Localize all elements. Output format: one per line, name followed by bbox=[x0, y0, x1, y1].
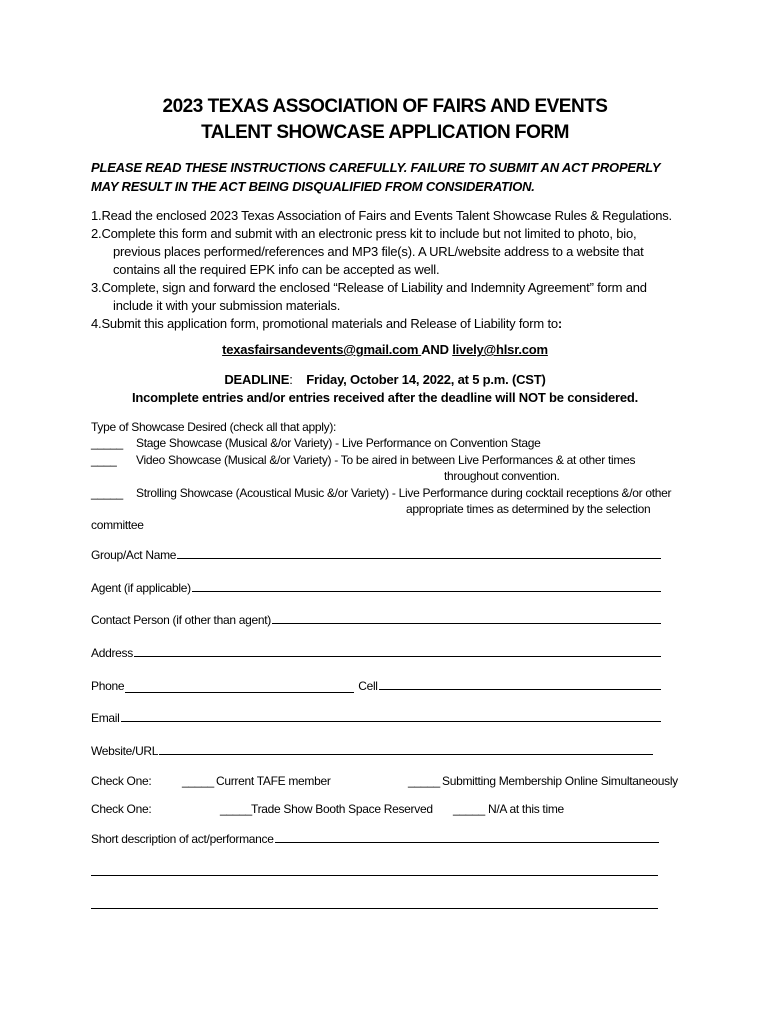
address-line[interactable] bbox=[134, 655, 661, 657]
instruction-3-line-1: 3.Complete, sign and forward the enclosed “Release of Liability and Indemnity Agreement” form and bbox=[91, 280, 647, 295]
instruction-2-line-2: previous places performed/references and MP3 file(s). A URL/website address to a website that bbox=[113, 244, 644, 259]
description-line-3[interactable] bbox=[91, 908, 658, 909]
booth-space-blank[interactable]: _____ bbox=[220, 802, 252, 816]
video-showcase-blank[interactable]: ____ bbox=[91, 453, 117, 467]
contact-person-label: Contact Person (if other than agent) bbox=[91, 613, 271, 627]
strolling-showcase-label-line-3: committee bbox=[91, 518, 144, 532]
booth-space-label: Trade Show Booth Space Reserved bbox=[251, 802, 433, 816]
cell-label: Cell bbox=[358, 679, 378, 693]
deadline-colon: : bbox=[289, 372, 293, 387]
phone-line[interactable] bbox=[125, 691, 354, 693]
showcase-type-intro: Type of Showcase Desired (check all that apply): bbox=[91, 420, 337, 434]
email-field[interactable] bbox=[91, 709, 661, 725]
agent-label: Agent (if applicable) bbox=[91, 581, 191, 595]
contact-person-line[interactable] bbox=[272, 622, 661, 624]
instruction-1: 1.Read the enclosed 2023 Texas Association of Fairs and Events Talent Showcase Rules & Regulations. bbox=[91, 208, 672, 223]
website-line[interactable] bbox=[159, 753, 653, 755]
description-field[interactable] bbox=[91, 830, 659, 846]
deadline-line bbox=[0, 372, 770, 387]
current-member-blank[interactable]: _____ bbox=[182, 774, 214, 788]
strolling-showcase-blank[interactable]: _____ bbox=[91, 486, 123, 500]
strolling-showcase-label-line-2: appropriate times as determined by the selection bbox=[406, 502, 651, 516]
strolling-showcase-label-line-1: Strolling Showcase (Acoustical Music &/or Variety) - Live Performance during cocktail receptions &/or other bbox=[136, 486, 672, 500]
description-line-1[interactable] bbox=[275, 841, 659, 843]
website-field[interactable] bbox=[91, 742, 661, 758]
phone-cell-field[interactable] bbox=[91, 677, 661, 693]
current-member-label: Current TAFE member bbox=[216, 774, 331, 788]
email-and-text: AND bbox=[421, 342, 449, 357]
address-field[interactable] bbox=[91, 644, 661, 660]
na-blank[interactable]: _____ bbox=[453, 802, 485, 816]
address-label: Address bbox=[91, 646, 133, 660]
description-label: Short description of act/performance bbox=[91, 832, 274, 846]
instruction-2-line-1: 2.Complete this form and submit with an electronic press kit to include but not limited to photo, bio, bbox=[91, 226, 637, 241]
instruction-4-text: 4.Submit this application form, promotional materials and Release of Liability form to bbox=[91, 316, 558, 331]
form-title-line-1: 2023 TEXAS ASSOCIATION OF FAIRS AND EVENTS bbox=[162, 96, 608, 117]
agent-line[interactable] bbox=[192, 590, 661, 592]
check-one-label-2: Check One: bbox=[91, 802, 152, 816]
instruction-2-line-3: contains all the required EPK info can be accepted as well. bbox=[113, 262, 440, 277]
group-name-label: Group/Act Name bbox=[91, 548, 177, 562]
group-name-field[interactable] bbox=[91, 546, 661, 562]
instruction-4-colon: : bbox=[557, 316, 563, 331]
stage-showcase-blank[interactable]: _____ bbox=[91, 436, 123, 450]
stage-showcase-label: Stage Showcase (Musical &/or Variety) - Live Performance on Convention Stage bbox=[136, 436, 541, 450]
video-showcase-label-line-2: throughout convention. bbox=[444, 469, 560, 483]
membership-online-label: Submitting Membership Online Simultaneously bbox=[442, 774, 678, 788]
email-link-tafe[interactable]: texasfairsandevents@gmail.com bbox=[222, 342, 422, 357]
email-label: Email bbox=[91, 711, 120, 725]
deadline-value: Friday, October 14, 2022, at 5 p.m. (CST) bbox=[306, 372, 546, 387]
submission-emails bbox=[0, 342, 770, 357]
email-link-hlsr[interactable]: lively@hlsr.com bbox=[452, 342, 548, 357]
deadline-note: Incomplete entries and/or entries received after the deadline will NOT be considered. bbox=[131, 390, 639, 405]
check-one-label-1: Check One: bbox=[91, 774, 152, 788]
warning-line-2: MAY RESULT IN THE ACT BEING DISQUALIFIED FROM CONSIDERATION. bbox=[91, 179, 535, 194]
description-line-2[interactable] bbox=[91, 875, 658, 876]
contact-person-field[interactable] bbox=[91, 611, 661, 627]
form-title-line-2: TALENT SHOWCASE APPLICATION FORM bbox=[201, 122, 569, 143]
na-label: N/A at this time bbox=[488, 802, 564, 816]
video-showcase-label-line-1: Video Showcase (Musical &/or Variety) - To be aired in between Live Performances & at other times bbox=[136, 453, 636, 467]
instruction-3-line-2: include it with your submission materials. bbox=[113, 298, 341, 313]
website-label: Website/URL bbox=[91, 744, 159, 758]
phone-label: Phone bbox=[91, 679, 125, 693]
group-name-line[interactable] bbox=[177, 557, 661, 559]
instruction-4 bbox=[91, 316, 562, 331]
cell-line[interactable] bbox=[379, 688, 661, 690]
email-line[interactable] bbox=[121, 720, 661, 722]
warning-line-1: PLEASE READ THESE INSTRUCTIONS CAREFULLY. FAILURE TO SUBMIT AN ACT PROPERLY bbox=[91, 160, 661, 175]
deadline-label: DEADLINE bbox=[224, 372, 290, 387]
agent-field[interactable] bbox=[91, 579, 661, 595]
membership-online-blank[interactable]: _____ bbox=[408, 774, 440, 788]
